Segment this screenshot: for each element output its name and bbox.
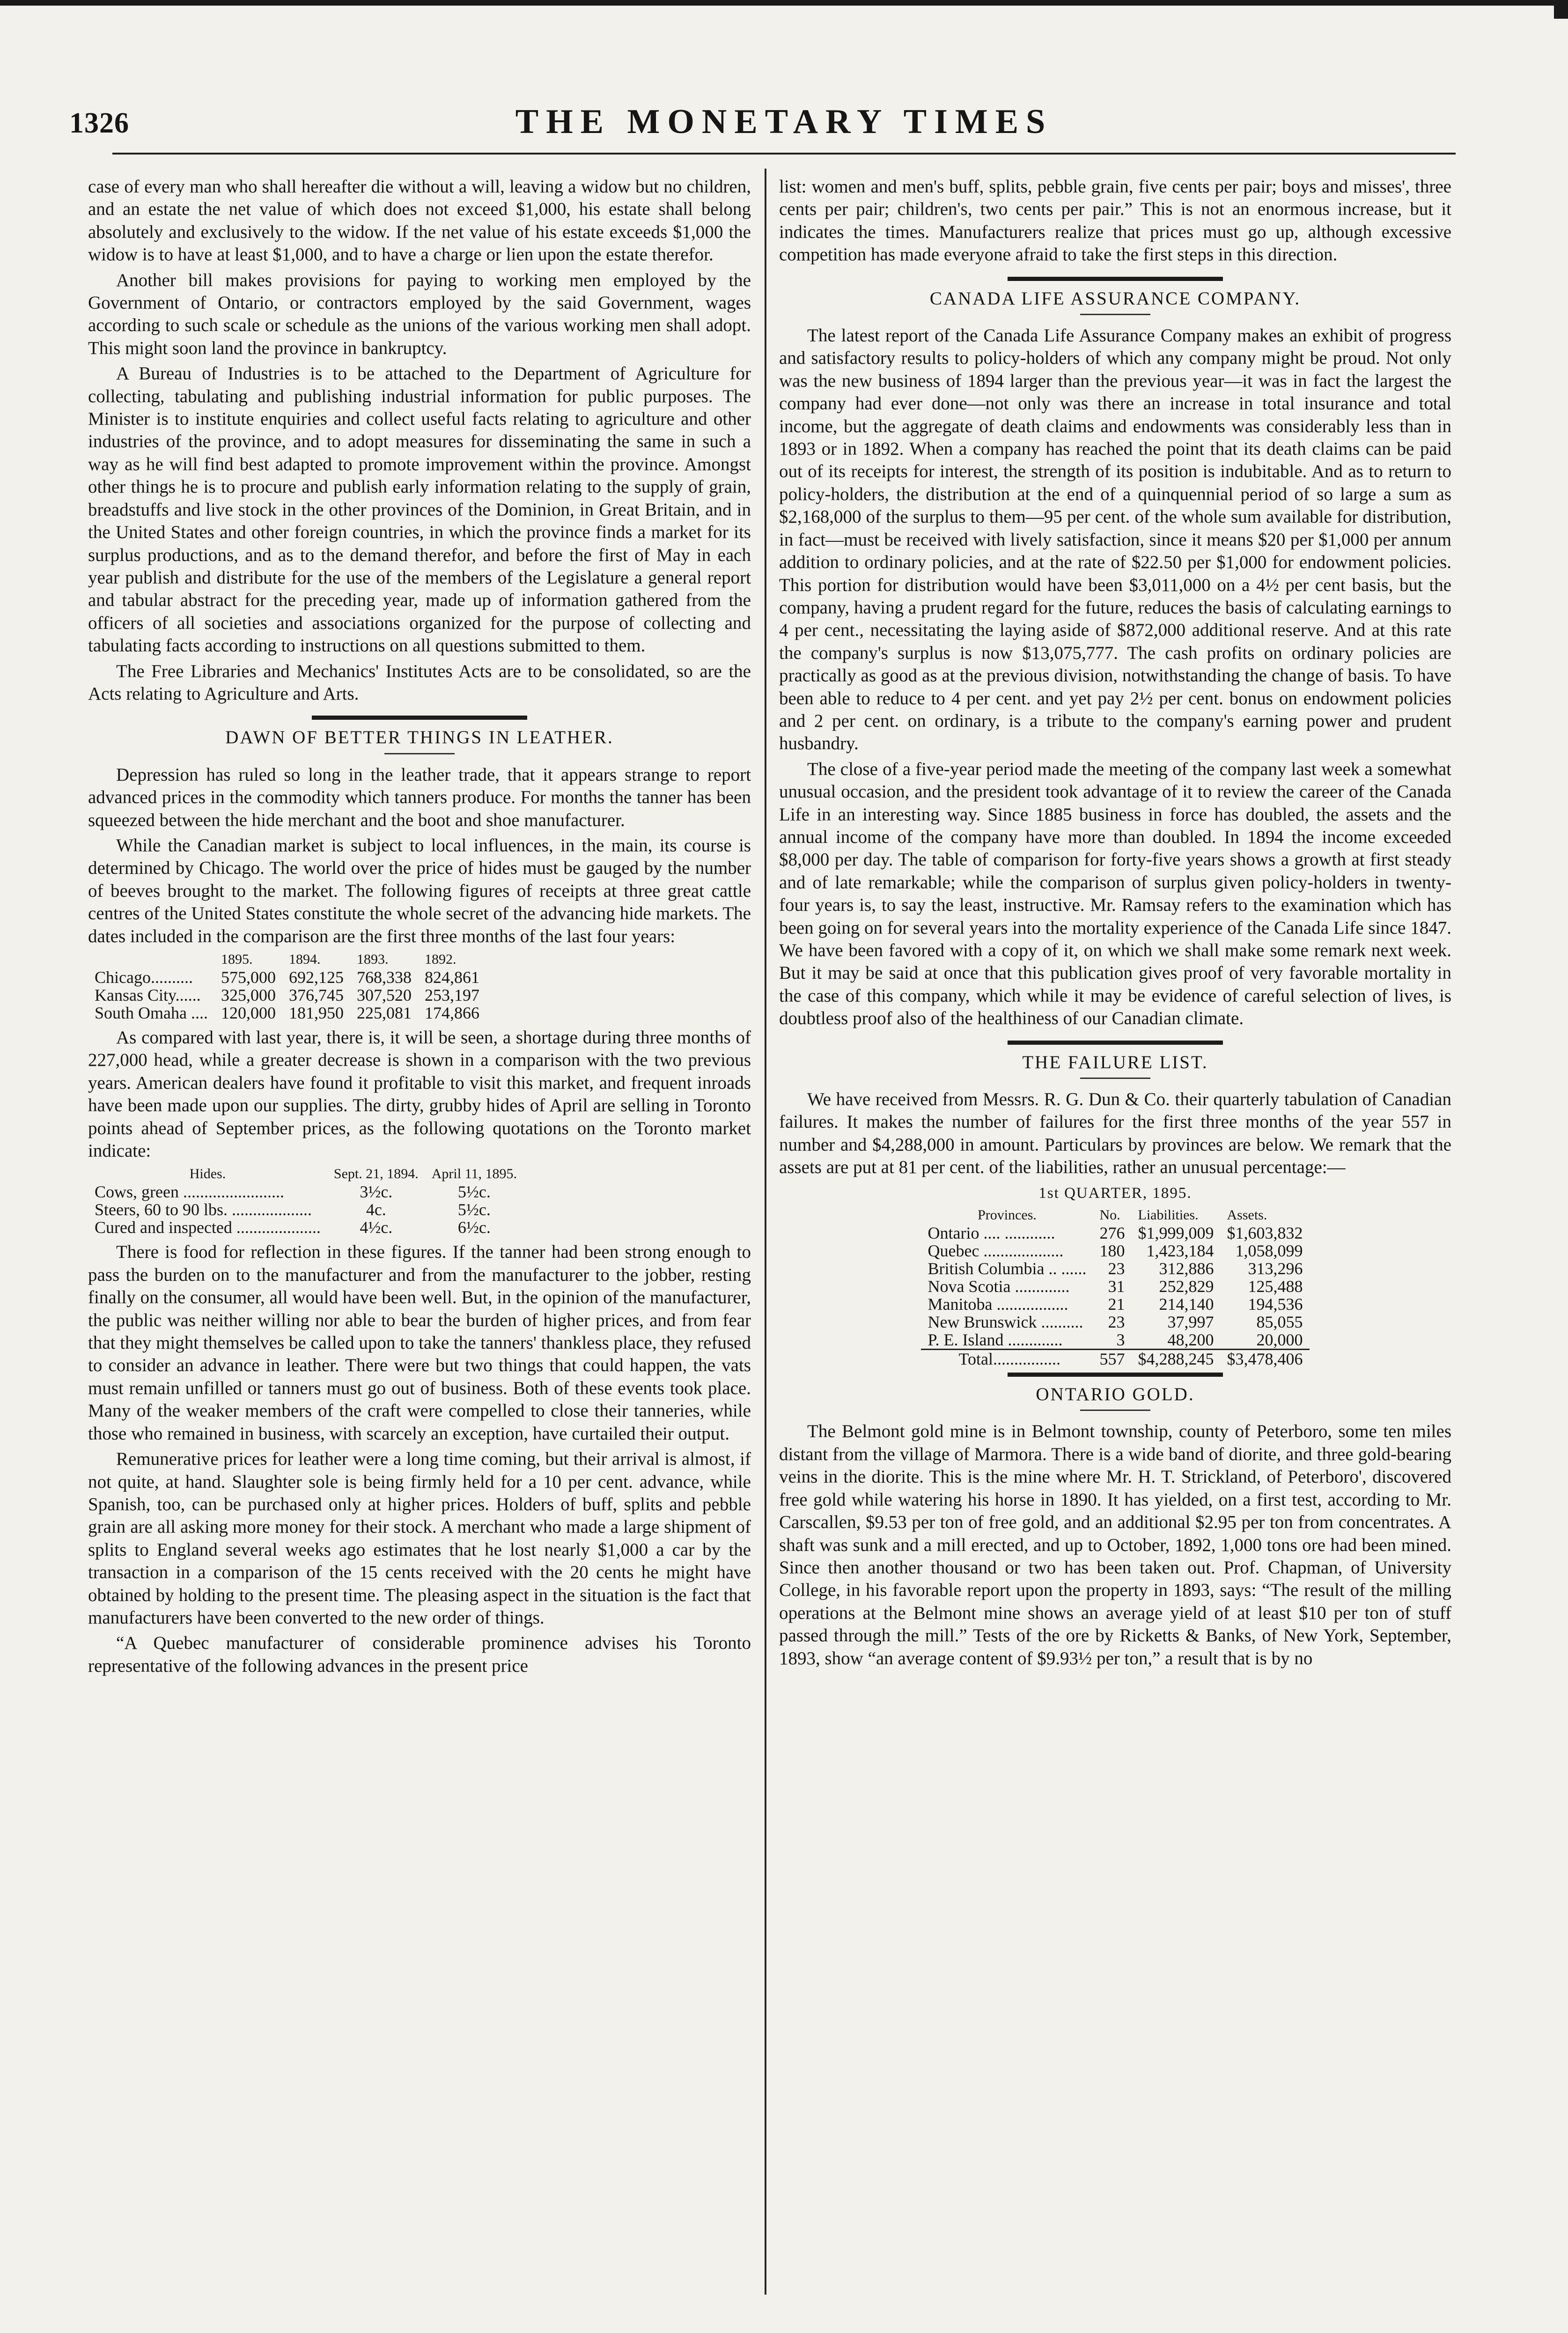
masthead-title: THE MONETARY TIMES [515, 103, 1053, 141]
paragraph: Another bill makes provisions for paying to working men employed by the Government of Ontario, or contractors employed by the said Government, wages according to such scale or schedule as the unions of the various working men shall adopt. This might soon land the province in bankruptcy. [88, 270, 751, 358]
paragraph: The latest report of the Canada Life Assurance Company makes an exhibit of progress and satisfactory results to policy-holders of which any company might be proud. Not only was the new business of 1894 larger than the previous year—it was in fact the largest the company had ever done—not only was there an increase in total insurance and total income, but the aggregate of death claims and endowments was considerably less than in 1893 or in 1892. When a company has reached the point that its death claims can be paid out of its receipts for interest, the strength of its position is indubitable. And as to return to policy-holders, the distribution at the end of a quinquennial period of so large a sum as $2,168,000 of the surplus to them—95 per cent. of the whole sum available for distribution, in fact—must be received with lively satisfaction, since it means $20 per $1,000 per annum addition to ordinary policies, and at the rate of $22.50 per $1,000 for endowment policies. This portion for distribution would have been $3,011,000 on a 4½ per cent basis, but the company, having a prudent regard for the future, reduces the basis of calculating earnings to 4 per cent., necessitating the laying aside of $872,000 additional reserve. And at this rate the company's surplus is now $13,075,777. The cash profits on ordinary policies are practically as good as at the previous division, notwithstanding the change of basis. To have been able to reduce to 4 per cent. and yet pay 2½ per cent. bonus on endowment policies and 2 per cent. on ordinary, is a tribute to the company's earning power and prudent husbandry. [779, 325, 1451, 754]
hides-price-table [88, 1165, 523, 1236]
table-caption: 1st QUARTER, 1895. [1038, 1184, 1192, 1202]
heading-underline [1080, 314, 1150, 315]
paragraph: The Belmont gold mine is in Belmont township, county of Peterboro, some ten miles distant from the village of Marmora. There is a wide band of diorite, and three gold-bearing veins in the diorite. This is the mine where Mr. H. T. Strickland, of Peterboro', discovered free gold while watering his horse in 1890. It has yielded, on a first test, according to Mr. Carscallen, $9.53 per ton of free gold, and an additional $2.95 per ton from concentrates. A shaft was sunk and a mill erected, and up to October, 1892, 1,000 tons ore had been mined. Since then another thousand or two has been taken out. Prof. Chapman, of University College, in his favorable report upon the property in 1893, says: “The result of the milling operations at the Belmont mine shows an average yield of at least $10 per ton of stuff passed through the mill.” Tests of the ore by Ricketts & Banks, of New York, September, 1893, show “an average content of $9.93½ per ton,” a result that is by no [779, 1421, 1451, 1669]
scan-border-corner [1554, 0, 1568, 19]
column-divider [765, 169, 766, 2295]
table-row: Chicago.......... 575,000 692,125 768,338 824,861 [95, 968, 479, 987]
paragraph: We have received from Messrs. R. G. Dun & Co. their quarterly tabulation of Canadian failures. It makes the number of failures for the first three months of the year 557 in number and $4,288,000 in amount. Particulars by provinces are below. We remark that the assets are put at 81 per cent. of the liabilities, rather an unusual percentage:— [779, 1089, 1451, 1178]
section-heading-leather: DAWN OF BETTER THINGS IN LEATHER. [225, 727, 614, 748]
table-row: Cured and inspected .................... 4½c. 6½c. [95, 1218, 491, 1237]
paragraph: There is food for reflection in these figures. If the tanner had been strong enough to pass the burden on to the manufacturer and from the manufacturer to the jobber, resting finally on the consumer, all would have been well. But, in the opinion of the manufacturer, the public was neither willing nor able to bear the burden of higher prices, and from fear that they might themselves be called upon to take the tanners' thankless place, they refused to consider an advance in leather. There were but two things that could happen, the vats must remain unfilled or tanners must go out of business. Both of these events took place. Many of the weaker members of the craft were compelled to close their tanneries, while those who remained in business, with scarcely an exception, have curtailed their output. [88, 1242, 751, 1444]
table-header: 1892. [424, 952, 456, 967]
table-row: Manitoba ................. 21 214,140 194,536 [928, 1295, 1303, 1314]
table-row: P. E. Island ............. 3 48,200 20,000 [928, 1330, 1303, 1350]
section-heading-canada-life: CANADA LIFE ASSURANCE COMPANY. [929, 288, 1301, 309]
table-row: Kansas City...... 325,000 376,745 307,520 253,197 [95, 986, 479, 1004]
paragraph: case of every man who shall hereafter die without a will, leaving a widow but no children, and an estate the net value of which does not exceed $1,000, his estate shall belong absolutely and exclusively to the widow. If the net value of his estate exceeds $1,000 the widow is to have at least $1,000, and to have a charge or lien upon the estate therefor. [88, 177, 751, 265]
section-heading-ontario-gold: ONTARIO GOLD. [1036, 1384, 1195, 1405]
heading-underline [1080, 1410, 1150, 1411]
header-rule [112, 153, 1456, 155]
table-row: Ontario .... ............ 276 $1,999,009 $1,603,832 [928, 1224, 1303, 1243]
left-column [88, 176, 751, 1680]
paragraph: The Free Libraries and Mechanics' Institutes Acts are to be consolidated, so are the Acts relating to Agriculture and Arts. [88, 661, 751, 704]
table-row: Steers, 60 to 90 lbs. ................... 4c. 5½c. [95, 1200, 491, 1219]
section-separator [1008, 277, 1223, 281]
heading-underline [1080, 1078, 1150, 1079]
table-header: 1894. [288, 952, 321, 967]
table-row: Cows, green ........................ 3½c. 5½c. [95, 1182, 491, 1202]
table-row: New Brunswick .......... 23 37,997 85,055 [928, 1313, 1303, 1332]
table-header: 1893. [356, 952, 389, 967]
table-header: Assets. [1227, 1207, 1267, 1223]
table-header: Sept. 21, 1894. [333, 1166, 419, 1182]
table-row: South Omaha .... 120,000 181,950 225,081 174,866 [95, 1004, 479, 1022]
section-separator [1008, 1041, 1223, 1045]
table-header: No. [1099, 1207, 1120, 1223]
paragraph: A Bureau of Industries is to be attached to the Department of Agriculture for collecting, tabulating and publishing industrial information for public purposes. The Minister is to institute enquiries and collect useful facts relating to agriculture and other industries of the province, and to adopt measures for disseminating the same in such a way as he will find best adapted to promote improvement within the province. Amongst other things he is to procure and publish early information relating to the supply of grain, breadstuffs and live stock in the other provinces of the Dominion, in Great Britain, and in the United States and other foreign countries, in which the province finds a market for its surplus productions, and as to the demand therefor, and before the first of May in each year publish and distribute for the use of the members of the Legislature a general report and tabular abstract for the preceding year, made up of information gathered from the officers of all societies and associations organized for the purpose of collecting and tabulating facts according to instructions on all questions submitted to them. [88, 363, 751, 656]
section-heading-failure-list: THE FAILURE LIST. [1022, 1052, 1208, 1072]
paragraph: While the Canadian market is subject to local influences, in the main, its course is determined by Chicago. The world over the price of hides must be gauged by the number of beeves brought to the market. The following figures of receipts at three great cattle centres of the United States constitute the whole secret of the advancing hide markets. The dates included in the comparison are the first three months of the last four years: [88, 835, 751, 946]
section-separator [312, 716, 527, 720]
table-header: Provinces. [978, 1207, 1037, 1223]
cattle-receipts-table [88, 951, 486, 1022]
page-number: 1326 [69, 107, 129, 139]
table-row: British Columbia .. ...... 23 312,886 313,296 [928, 1259, 1303, 1278]
table-header: Hides. [189, 1166, 226, 1182]
right-column [779, 176, 1451, 1673]
table-header: 1895. [221, 952, 253, 967]
table-header: April 11, 1895. [431, 1166, 517, 1182]
paragraph: Remunerative prices for leather were a long time coming, but their arrival is almost, if not quite, at hand. Slaughter sole is being firmly held for a 10 per cent. advance, while Spanish, too, can be purchased only at higher prices. Holders of buff, splits and pebble grain are all asking more money for their stock. A merchant who made a large shipment of splits to England several weeks ago estimates that he lost nearly $1,000 a car by the transaction in a comparison of the 15 cents received with the 20 cents he might have obtained by holding to the present time. The pleasing aspect in the situation is the fact that manufacturers have been converted to the new order of things. [88, 1449, 751, 1628]
table-row: Quebec ................... 180 1,423,184 1,058,099 [928, 1241, 1303, 1261]
failure-table [921, 1206, 1309, 1368]
paragraph: list: women and men's buff, splits, pebble grain, five cents per pair; boys and misses', three cents per pair; children's, two cents per pair.” This is not an enormous increase, but it indicates the times. Manufacturers realize that prices must go up, although excessive competition has made everyone afraid to take the first steps in this direction. [779, 177, 1451, 265]
paragraph: Depression has ruled so long in the leather trade, that it appears strange to report advanced prices in the commodity which tanners produce. For months the tanner has been squeezed between the hide merchant and the boot and shoe manufacturer. [88, 764, 751, 830]
scan-border-top [0, 0, 1568, 6]
section-separator [1008, 1373, 1223, 1377]
table-total-row: Total................ 557 $4,288,245 $3,478,406 [921, 1350, 1309, 1368]
heading-underline [384, 753, 455, 754]
paragraph: The close of a five-year period made the meeting of the company last week a somewhat unusual occasion, and the president took advantage of it to review the career of the Canada Life in an interesting way. Since 1885 business in force has doubled, the assets and the annual income of the company have more than doubled. In 1894 the income exceeded $8,000 per day. The table of comparison for forty-five years shows a growth at first steady and of late remarkable; while the comparison of surplus given policy-holders in twenty-four years is, to say the least, instructive. Mr. Ramsay refers to the examination which has been going on for several years into the mortality experience of the Canada Life since 1847. We have been favored with a copy of it, on which we shall make some remark next week. But it may be said at once that this publication gives proof of very favorable mortality in the case of this company, which while it may be evidence of careful selection of lives, is doubtless proof also of the healthiness of our Canadian climate. [779, 759, 1451, 1029]
table-header: Liabilities. [1138, 1207, 1199, 1223]
paragraph: “A Quebec manufacturer of considerable prominence advises his Toronto representative of the following advances in the present price [88, 1633, 751, 1676]
paragraph: As compared with last year, there is, it will be seen, a shortage during three months of 227,000 head, while a greater decrease is shown in a comparison with the two previous years. American dealers have found it profitable to visit this market, and frequent inroads have been made upon our supplies. The dirty, grubby hides of April are selling in Toronto points ahead of September prices, as the following quotations on the Toronto market indicate: [88, 1027, 751, 1161]
table-row: Nova Scotia ............. 31 252,829 125,488 [928, 1277, 1303, 1296]
